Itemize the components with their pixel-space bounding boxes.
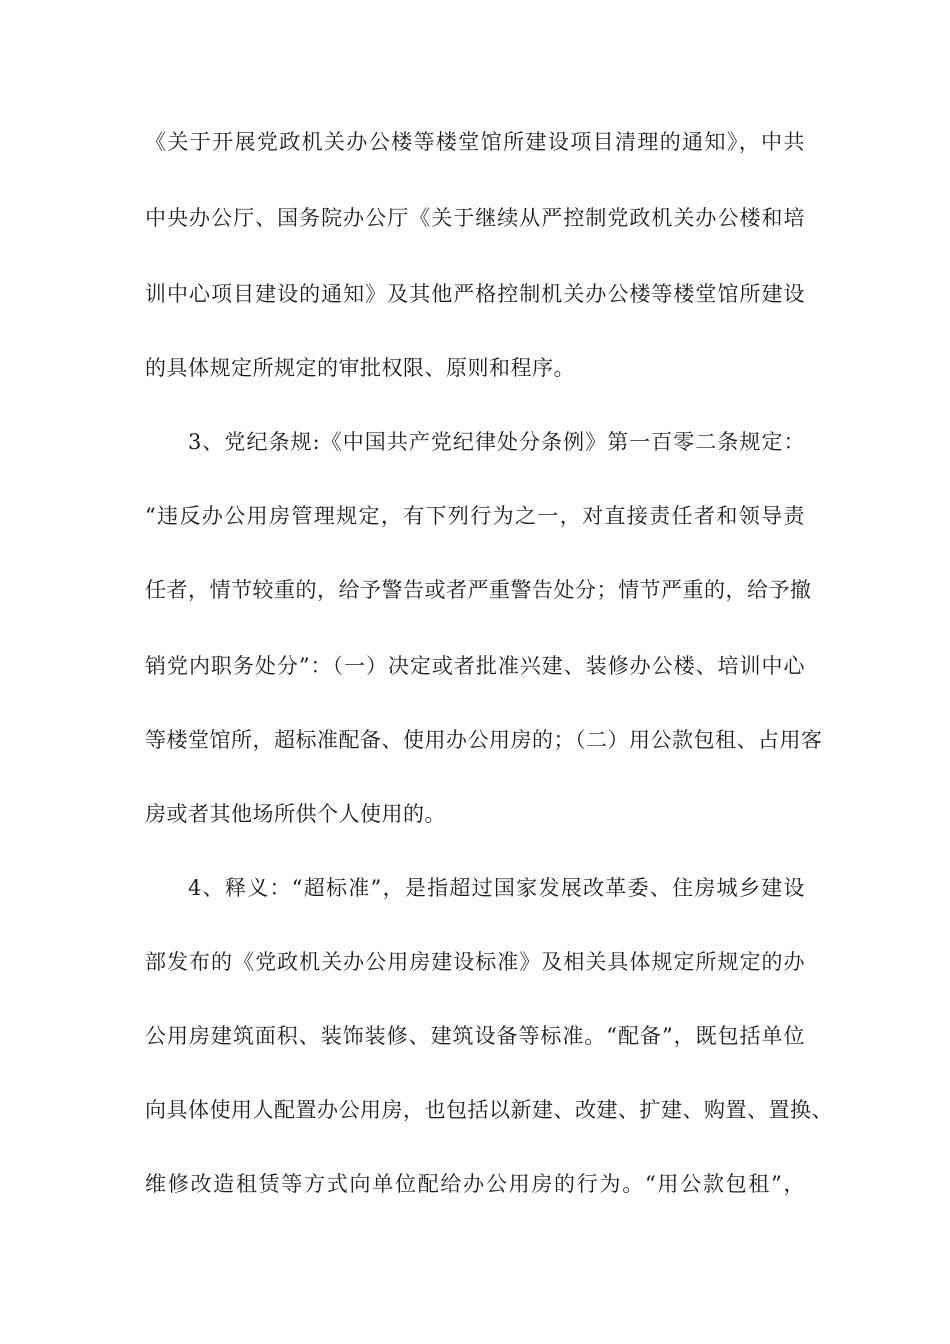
text-line-10: 房或者其他场所供个人使用的。 — [145, 802, 446, 826]
text-line-4: 的具体规定所规定的审批权限、原则和程序。 — [145, 356, 575, 380]
text-line-14: 向具体使用人配置办公用房，也包括以新建、改建、扩建、购置、置换、 — [145, 1098, 833, 1122]
text-line-7: 任者，情节较重的，给予警告或者严重警告处分；情节严重的，给予撤 — [145, 578, 812, 602]
text-line-6: “违反办公用房管理规定，有下列行为之一，对直接责任者和领导责 — [145, 504, 805, 528]
text-line-11: 4、释义：“超标准”，是指超过国家发展改革委、住房城乡建设 — [188, 876, 805, 900]
text-line-12: 部发布的《党政机关办公用房建设标准》及相关具体规定所规定的办 — [145, 950, 805, 974]
text-line-8: 销党内职务处分”：（一）决定或者批准兴建、装修办公楼、培训中心 — [145, 654, 805, 678]
text-line-5: 3、党纪条规:《中国共产党纪律处分条例》第一百零二条规定： — [188, 430, 805, 454]
text-line-1: 《关于开展党政机关办公楼等楼堂馆所建设项目清理的通知》，中共 — [145, 130, 805, 154]
text-line-2: 中央办公厅、国务院办公厅《关于继续从严控制党政机关办公楼和培 — [145, 206, 805, 230]
text-line-15: 维修改造租赁等方式向单位配给办公用房的行为。“用公款包租”， — [145, 1172, 805, 1196]
text-line-9: 等楼堂馆所，超标准配备、使用办公用房的；（二）用公款包租、占用客 — [145, 728, 823, 752]
text-line-13: 公用房建筑面积、装饰装修、建筑设备等标准。“配备”，既包括单位 — [145, 1024, 805, 1048]
text-line-3: 训中心项目建设的通知》及其他严格控制机关办公楼等楼堂馆所建设 — [145, 282, 805, 306]
